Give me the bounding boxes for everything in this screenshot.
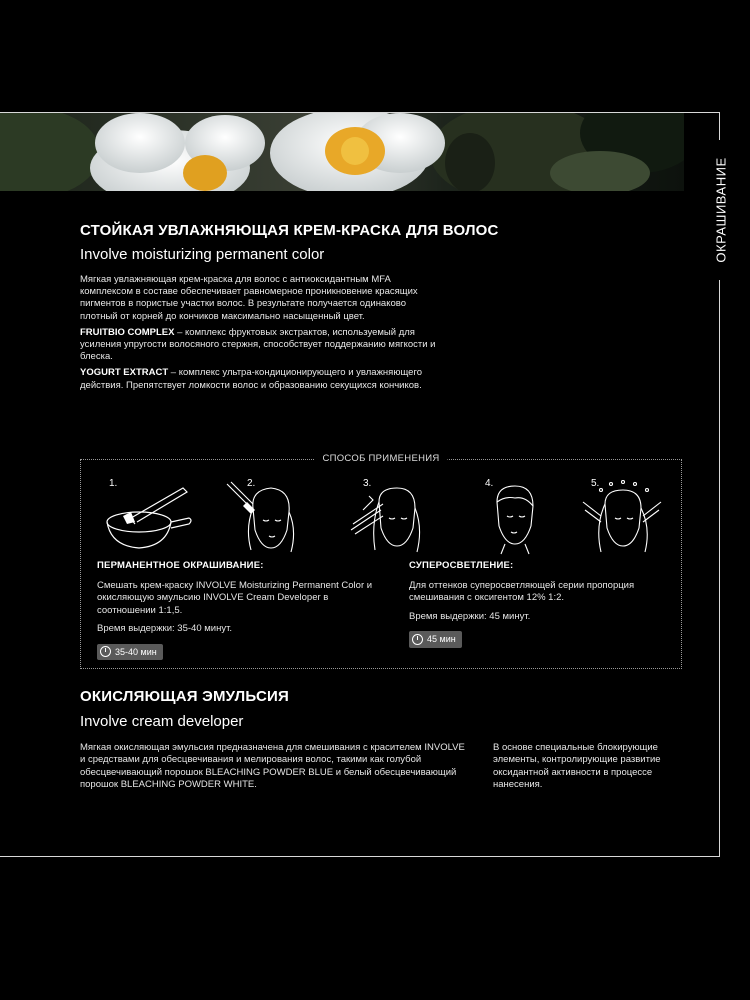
permanent-heading: ПЕРМАНЕНТНОЕ ОКРАШИВАНИЕ: [97,560,264,571]
fruitbio-paragraph: FRUITBIO COMPLEX – комплекс фруктовых экстрактов, используемый для усиления упругости волосяного стержня, способствует поддержанию мягкости и блеска. [80,326,436,363]
mixing-bowl-icon [101,484,201,554]
face-rinse-icon [571,480,671,560]
lightening-heading: СУПЕРОСВЕТЛЕНИЕ: [409,560,514,571]
permanent-text: Смешать крем-краску INVOLVE Moisturizing Permanent Color и окисляющую эмульсию INVOLVE Cream Developer в соотношении 1:1,5. [97,579,373,616]
developer-subtitle: Involve cream developer [80,713,244,730]
clock-icon [412,634,423,645]
developer-note: В основе специальные блокирующие элементы, контролирующие развитие оксидантной активности в процессе нанесения. [493,742,661,790]
permanent-time-badge: 35-40 мин [97,644,163,661]
lightening-time-badge: 45 мин [409,631,462,648]
usage-title: СПОСОБ ПРИМЕНЕНИЯ [314,453,447,464]
product-subtitle: Involve moisturizing permanent color [80,246,325,263]
developer-description: Мягкая окисляющая эмульсия предназначена для смешивания с красителем INVOLVE и средствами для обесцвечивания и мелирования волос, такими как голубой обесцвечивающий порошок BLEACHING POWDER BLUE и белый обесцвечивающий порошок BLEACHING POWDER WHITE. [80,742,465,790]
section-side-label: ОКРАШИВАНИЕ [713,157,729,263]
face-wait-icon [465,480,565,560]
lightening-text: Для оттенков суперосветляющей серии пропорция смешивания с оксигентом 12% 1:2. [409,579,635,603]
face-brush-icon [223,478,323,558]
developer-title: ОКИСЛЯЮЩАЯ ЭМУЛЬСИЯ [80,688,289,705]
step-5: 5. [577,478,677,558]
face-hands-icon [343,480,443,560]
clock-icon [100,646,111,657]
product-description [80,274,440,396]
step-3: 3. [349,478,449,558]
step-4: 4. [471,478,571,558]
yogurt-paragraph: YOGURT EXTRACT – комплекс ультра-кондиционирующего и увлажняющего действия. Препятствует ломкости волос и образованию секущихся кончиков. [80,367,422,391]
step-2: 2. [229,478,329,558]
permanent-coloring-column [97,560,377,662]
lightening-column [409,560,689,649]
camellia-photo [0,113,684,191]
product-title: СТОЙКАЯ УВЛАЖНЯЮЩАЯ КРЕМ-КРАСКА ДЛЯ ВОЛОС [80,222,499,239]
usage-box [80,453,682,669]
step-1: 1. [109,478,209,558]
intro-text: Мягкая увлажняющая крем-краска для волос с антиоксидантным MFA комплексом в составе обеспечивает равномерное проникновение красящих пигментов в пористые участки волос. В результате получается одинаково плотный от корней до кончиков максимально насыщенный цвет. [80,274,418,322]
permanent-time: Время выдержки: 35-40 минут. [97,623,233,634]
lightening-time: Время выдержки: 45 минут. [409,610,531,622]
